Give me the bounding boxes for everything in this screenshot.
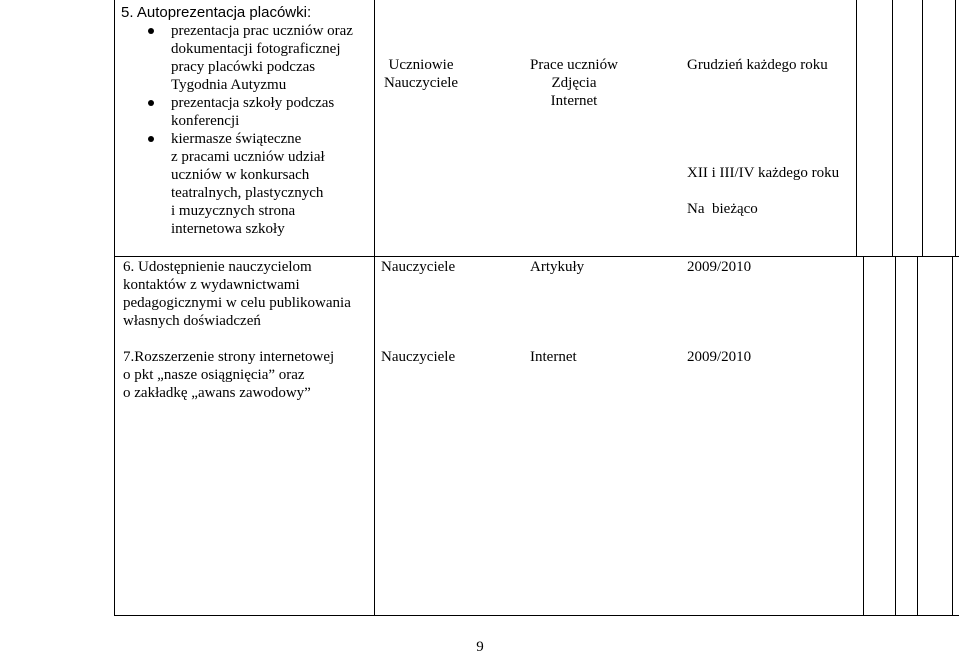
column-divider-5-top bbox=[856, 0, 857, 256]
table-border-bottom bbox=[114, 615, 959, 616]
row5-what-cell bbox=[509, 56, 639, 110]
column-divider-1 bbox=[374, 0, 375, 615]
row6-when: 2009/2010 bbox=[687, 259, 752, 275]
column-divider-7-top bbox=[922, 0, 923, 256]
list-item: prezentacja prac uczniów oraz dokumentacji fotograficznej pracy placówki podczas Tygodnia Autyzmu bbox=[121, 22, 371, 94]
page-number: 9 bbox=[476, 639, 484, 655]
column-divider-8-top bbox=[955, 0, 956, 256]
row7-who: Nauczyciele bbox=[381, 349, 456, 365]
column-divider-5-bottom bbox=[863, 256, 864, 615]
column-divider-6-bottom bbox=[895, 256, 896, 615]
row5-who-2: Nauczyciele bbox=[383, 75, 459, 91]
row5-when-2: XII i III/IV każdego roku bbox=[687, 165, 840, 181]
row5-task-cell bbox=[121, 4, 371, 238]
row5-who-1: Uczniowie bbox=[388, 57, 454, 73]
row5-what-3: Internet bbox=[550, 93, 598, 109]
list-item: prezentacja szkoły podczas konferencji bbox=[121, 94, 371, 130]
row5-task-list bbox=[121, 22, 371, 238]
row5-who-cell bbox=[374, 56, 468, 92]
row5-what-2: Zdjęcia bbox=[551, 75, 597, 91]
row5-what-1: Prace uczniów bbox=[530, 57, 618, 73]
row7-when: 2009/2010 bbox=[687, 349, 752, 365]
row7-what: Internet bbox=[530, 349, 577, 365]
column-divider-7-bottom bbox=[917, 256, 918, 615]
row5-when-1: Grudzień każdego roku bbox=[687, 57, 828, 73]
row7-task-cell: 7.Rozszerzenie strony internetowej o pkt „nasze osiągnięcia” oraz o zakładkę „awans zawodowy” bbox=[123, 349, 335, 401]
row5-when-3: Na bieżąco bbox=[687, 201, 758, 217]
row-divider-6 bbox=[114, 256, 959, 257]
row6-who: Nauczyciele bbox=[381, 259, 456, 275]
column-divider-8-bottom bbox=[952, 256, 953, 615]
row5-heading: 5. Autoprezentacja placówki: bbox=[121, 4, 312, 21]
row6-what: Artykuły bbox=[530, 259, 585, 275]
table-border-left bbox=[114, 0, 115, 615]
row6-task-cell: 6. Udostępnienie nauczycielom kontaktów z wydawnictwami pedagogicznymi w celu publikowania własnych doświadczeń bbox=[123, 259, 351, 329]
column-divider-6-top bbox=[892, 0, 893, 256]
list-item: kiermasze świąteczne z pracami uczniów udział uczniów w konkursach teatralnych, plastycznych i muzycznych strona internetowa szkoły bbox=[121, 130, 371, 238]
